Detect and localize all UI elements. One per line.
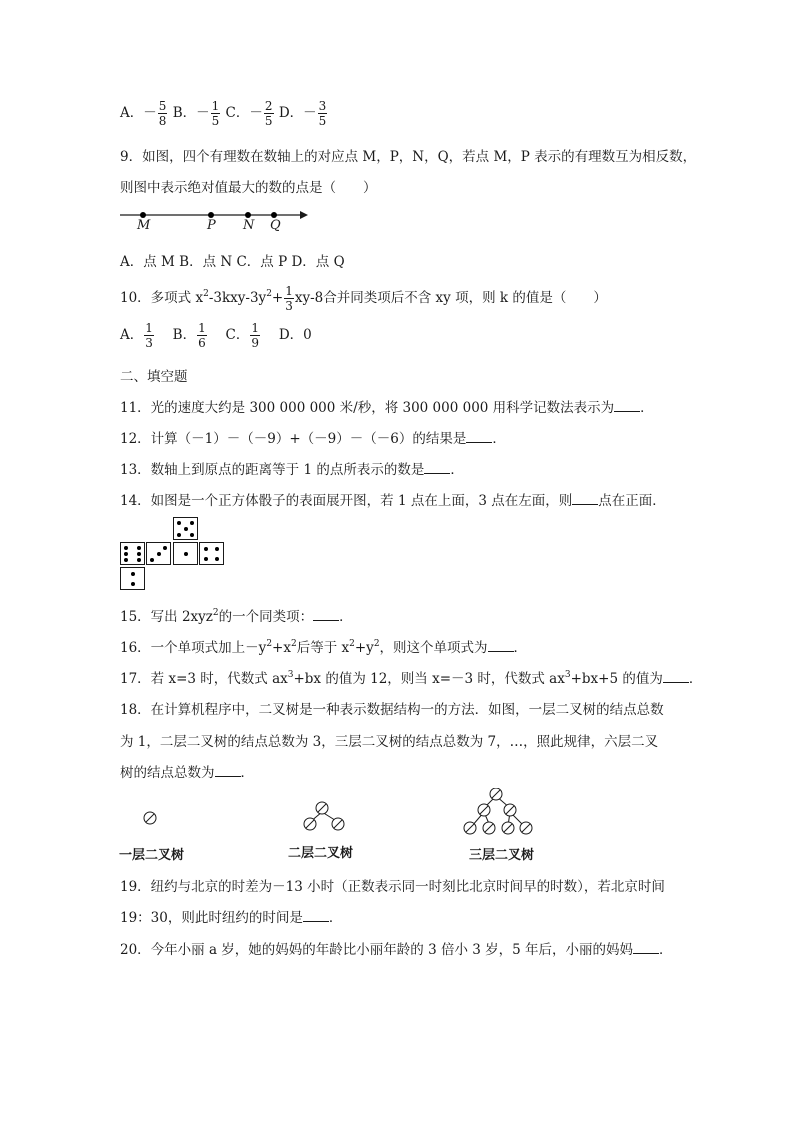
dice-net-figure [120,517,226,592]
q18-line2: 为 1，二层二叉树的结点总数为 3，三层二叉树的结点总数为 7，…，照此规律，六层二叉 [120,734,659,750]
q10-option-d: D．0 [265,327,312,343]
q10-options [120,322,312,349]
tree-three-layer [464,788,532,834]
point-label-p: P [207,218,216,233]
q9-line2: 则图中表示绝对值最大的数的点是（ ） [120,180,377,196]
dice-face-four [199,542,224,565]
q9-line1: 9．如图，四个有理数在数轴上的对应点 M，P，N，Q，若点 M，P 表示的有理数互为相反数， [120,149,697,165]
q8-option-b: B．－ $\frac{1}{5}$ [172,99,220,128]
q8-options [120,100,328,127]
point-label-m: M [137,218,151,233]
q11: 11．光的速度大约是 300 000 000 米/秒，将 300 000 000 用科学记数法表示为 ． [120,400,654,416]
q12: 12．计算（－1）－（－9）+（－9）－（－6）的结果是 ． [120,431,506,447]
q16: 16．一个单项式加上$-y^2+x^2$后等于 $x^2+y^2$，则这个单项式为 ． [120,639,528,656]
q18-line3: 树的结点总数为 ． [120,765,254,781]
answer-blank [466,431,492,443]
dice-face-top [173,517,198,540]
dice-face-three [146,542,171,565]
answer-blank [215,765,241,777]
number-line-arrow-icon [300,211,308,219]
q10-question: 10．多项式 $x^2-3kxy-3y^2+$ $\frac{1}{3}$ xy-8合并同类项后不含 xy 项，则 k 的值是（ ） [120,284,607,313]
q19-line1: 19．纽约与北京的时差为－13 小时（正数表示同一时刻比北京时间早的时数），若北京时间 [120,879,665,895]
tree-label-one: 一层二叉树 [119,848,185,863]
q18-line1: 18．在计算机程序中，二叉树是一种表示数据结构一的方法．如图，一层二叉树的结点总数 [120,702,664,718]
q8-option-d: D．－ $\frac{3}{5}$ [278,99,327,128]
q9-options: A．点 M B．点 N C．点 P D．点 Q [120,254,345,270]
tree-one-layer [144,812,156,824]
answer-blank [488,640,514,652]
q15: 15．写出 2xyz$^2$的一个同类项： ． [120,608,353,625]
q8-option-c: C．－ $\frac{2}{5}$ [225,99,273,128]
q8-option-a: A．－ $\frac{5}{8}$ [120,99,167,128]
answer-blank [303,910,329,922]
binary-tree-figure [120,788,560,840]
q17: 17．若 x=3 时，代数式 $ax^3+bx$ 的值为 12，则当 x=－3 时，代数式 $ax^3+bx+5$ 的值为 ． [120,670,703,687]
tree-label-three: 三层二叉树 [469,848,535,863]
point-label-q: Q [270,218,281,233]
q10-option-b: B． $\frac{1}{6}$ [159,321,206,350]
tree-two-layer [304,802,344,830]
q10-option-c: C． $\frac{1}{9}$ [212,321,260,350]
tree-label-two: 二层二叉树 [288,846,354,861]
q19-line2: 19：30，则此时纽约的时间是 ． [120,910,343,926]
q10-option-a: A． $\frac{1}{3}$ [120,321,153,350]
dice-face-six [120,542,145,565]
answer-blank [614,400,640,412]
q13: 13．数轴上到原点的距离等于 1 的点所表示的数是 ． [120,462,464,478]
answer-blank [633,942,659,954]
point-label-n: N [243,218,255,233]
dice-face-one [173,542,198,565]
answer-blank [663,671,689,683]
dice-face-two [120,567,145,590]
answer-blank [424,462,450,474]
q20: 20．今年小丽 a 岁，她的妈妈的年龄比小丽年龄的 3 倍小 3 岁，5 年后，小丽的妈妈 ． [120,942,673,958]
section-title: 二、填空题 [120,369,188,385]
answer-blank [572,493,598,505]
q14: 14．如图是一个正方体骰子的表面展开图，若 1 点在上面，3 点在左面，则 点在正面． [120,493,666,509]
answer-blank [313,609,339,621]
